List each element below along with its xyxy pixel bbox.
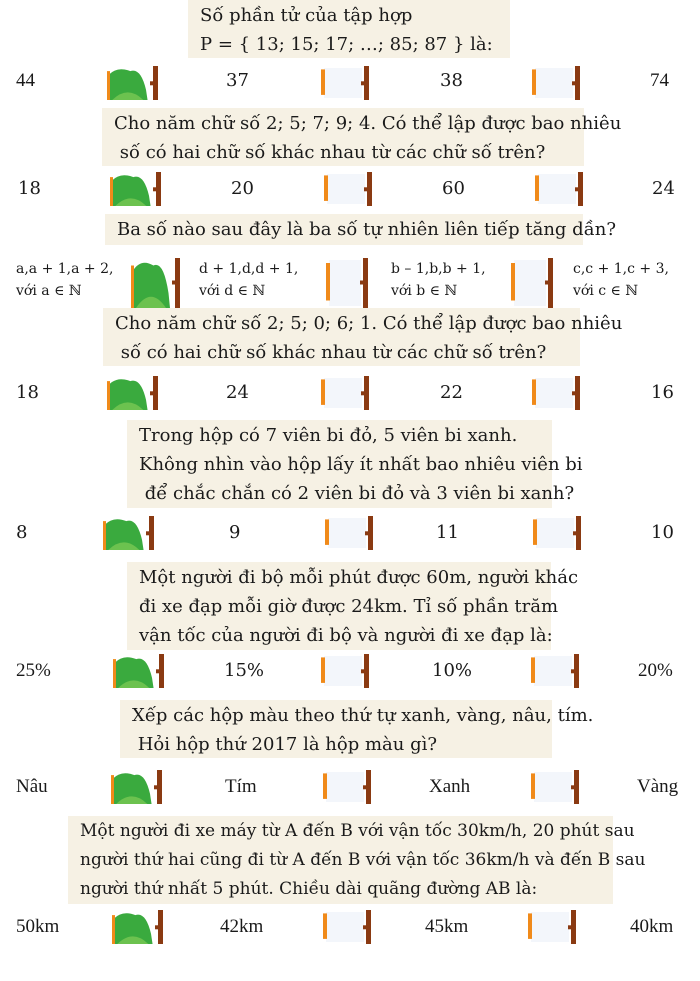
answer-option[interactable]: 15% bbox=[224, 660, 265, 681]
answer-option[interactable]: 50km bbox=[16, 916, 60, 937]
answer-option[interactable]: 74 bbox=[650, 70, 669, 91]
grass-tile-icon bbox=[110, 172, 162, 206]
grass-tile-icon bbox=[131, 258, 181, 308]
question-line: Không nhìn vào hộp lấy ít nhất bao nhiêu viên bi bbox=[139, 454, 583, 475]
question-line: Ba số nào sau đây là ba số tự nhiên liên tiếp tăng dần? bbox=[117, 219, 616, 240]
answer-option[interactable]: 10% bbox=[432, 660, 473, 681]
answer-option[interactable]: a,a + 1,a + 2, với a ∈ ℕ bbox=[16, 261, 114, 299]
answer-option[interactable]: 40km bbox=[630, 916, 674, 937]
question-line: Một người đi xe máy từ A đến B với vận tốc 30km/h, 20 phút sau bbox=[80, 821, 635, 841]
question-line: vận tốc của người đi bộ và người đi xe đạp là: bbox=[139, 625, 553, 646]
question-line: người thứ hai cũng đi từ A đến B với vận tốc 36km/h và đến B sau bbox=[80, 850, 646, 870]
question-2-box bbox=[102, 108, 622, 166]
question-line: đi xe đạp mỗi giờ được 24km. Tỉ số phần trăm bbox=[139, 596, 559, 617]
bracket-tile-icon bbox=[318, 376, 370, 410]
question-5-box bbox=[127, 420, 583, 508]
answer-option[interactable]: 24 bbox=[226, 382, 249, 403]
answer-option[interactable]: Xanh bbox=[429, 776, 471, 797]
grass-tile-icon bbox=[112, 910, 164, 944]
question-line: số có hai chữ số khác nhau từ các chữ số trên? bbox=[114, 142, 546, 163]
bracket-tile-icon bbox=[529, 66, 581, 100]
bracket-tile-icon bbox=[508, 258, 554, 308]
bracket-tile-icon bbox=[528, 770, 580, 804]
question-line: Cho năm chữ số 2; 5; 7; 9; 4. Có thể lập được bao nhiêu bbox=[114, 113, 622, 134]
question-line: Hỏi hộp thứ 2017 là hộp màu gì? bbox=[132, 734, 438, 755]
bracket-tile-icon bbox=[320, 910, 372, 944]
bracket-tile-icon bbox=[530, 516, 582, 550]
question-line: Số phần tử của tập hợp bbox=[200, 5, 413, 26]
grass-tile-icon bbox=[111, 770, 163, 804]
answer-option[interactable]: 38 bbox=[440, 70, 463, 91]
bracket-tile-icon bbox=[318, 654, 370, 688]
answer-option[interactable]: 25% bbox=[16, 660, 51, 681]
question-8-box bbox=[68, 816, 646, 904]
bracket-tile-icon bbox=[318, 66, 370, 100]
question-line: số có hai chữ số khác nhau từ các chữ số trên? bbox=[115, 342, 547, 363]
question-line: Xếp các hộp màu theo thứ tự xanh, vàng, nâu, tím. bbox=[132, 705, 594, 726]
answer-option[interactable]: c,c + 1,c + 3, với c ∈ ℕ bbox=[573, 261, 669, 299]
answer-option[interactable]: 9 bbox=[229, 522, 241, 543]
grass-tile-icon bbox=[103, 516, 155, 550]
question-1-box bbox=[188, 0, 510, 58]
answer-option[interactable]: 37 bbox=[226, 70, 249, 91]
answer-option[interactable]: Vàng bbox=[637, 776, 679, 797]
bracket-tile-icon bbox=[529, 376, 581, 410]
answer-option[interactable]: 18 bbox=[16, 382, 39, 403]
answer-option[interactable]: 20 bbox=[231, 178, 254, 199]
answer-option[interactable]: d + 1,d,d + 1, với d ∈ ℕ bbox=[199, 261, 299, 299]
answer-option[interactable]: 20% bbox=[638, 660, 673, 681]
answer-option[interactable]: 45km bbox=[425, 916, 469, 937]
answer-option[interactable]: 44 bbox=[16, 70, 35, 91]
question-line: Một người đi bộ mỗi phút được 60m, người khác bbox=[139, 567, 579, 588]
bracket-tile-icon bbox=[322, 516, 374, 550]
answer-option[interactable]: 24 bbox=[652, 178, 675, 199]
question-line: P = { 13; 15; 17; …; 85; 87 } là: bbox=[200, 34, 493, 55]
grass-tile-icon bbox=[113, 654, 165, 688]
bracket-tile-icon bbox=[525, 910, 577, 944]
answer-option[interactable]: Nâu bbox=[16, 776, 48, 797]
answer-option[interactable]: 16 bbox=[651, 382, 674, 403]
grass-tile-icon bbox=[107, 376, 159, 410]
answer-option[interactable]: 8 bbox=[16, 522, 28, 543]
question-line: người thứ nhất 5 phút. Chiều dài quãng đường AB là: bbox=[80, 879, 538, 899]
question-7-box bbox=[120, 700, 594, 758]
bracket-tile-icon bbox=[320, 770, 372, 804]
bracket-tile-icon bbox=[532, 172, 584, 206]
question-6-box bbox=[127, 562, 579, 650]
answer-option[interactable]: 42km bbox=[220, 916, 264, 937]
answer-option[interactable]: 11 bbox=[436, 522, 459, 543]
question-line: Trong hộp có 7 viên bi đỏ, 5 viên bi xanh. bbox=[139, 425, 518, 446]
answer-option[interactable]: 18 bbox=[18, 178, 41, 199]
grass-tile-icon bbox=[107, 66, 159, 100]
answer-option[interactable]: 60 bbox=[442, 178, 465, 199]
question-4-box bbox=[103, 308, 623, 366]
answer-option[interactable]: Tím bbox=[225, 776, 257, 797]
question-line: để chắc chắn có 2 viên bi đỏ và 3 viên bi xanh? bbox=[139, 483, 575, 504]
bracket-tile-icon bbox=[528, 654, 580, 688]
question-3-box bbox=[105, 214, 616, 245]
answer-option[interactable]: 10 bbox=[651, 522, 674, 543]
bracket-tile-icon bbox=[323, 258, 369, 308]
answer-option[interactable]: 22 bbox=[440, 382, 463, 403]
question-line: Cho năm chữ số 2; 5; 0; 6; 1. Có thể lập được bao nhiêu bbox=[115, 313, 623, 334]
bracket-tile-icon bbox=[321, 172, 373, 206]
answer-option[interactable]: b – 1,b,b + 1, với b ∈ ℕ bbox=[391, 261, 486, 299]
